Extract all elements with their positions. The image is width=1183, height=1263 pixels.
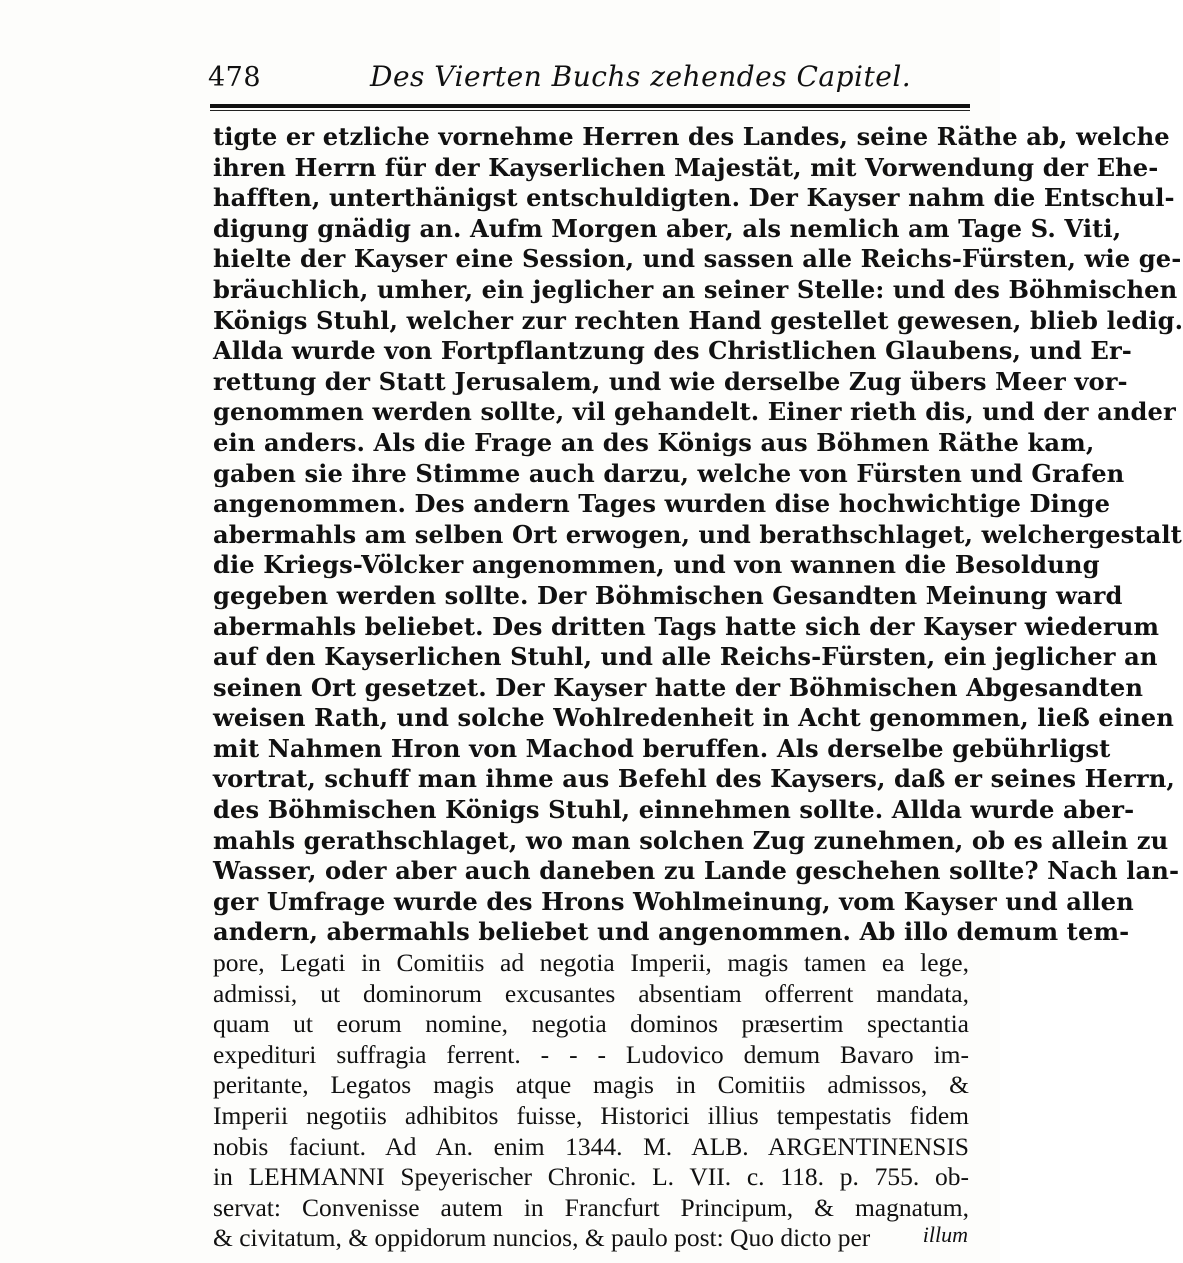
text-line: rettung der Statt Jerusalem, und wie derselbe Zug übers Meer vor- [213, 366, 1128, 396]
text-line: hielte der Kayser eine Session, und sassen alle Reichs-Fürsten, wie ge- [213, 244, 1182, 274]
text-line: die Kriegs-Völcker angenommen, und von wannen die Besoldung [213, 550, 1100, 580]
catchword: illum [922, 1222, 968, 1247]
text-line: ein anders. Als die Frage an des Königs aus Böhmen Räthe kam, [213, 427, 1095, 457]
text-line: abermahls am selben Ort erwogen, und berathschlaget, welchergestalt [213, 519, 1182, 549]
text-line: peritante, Legatos magis atque magis in Comitiis admissos, & [213, 1070, 969, 1100]
text-line: pore, Legati in Comitiis ad negotia Imperii, magis tamen ea lege, [213, 948, 969, 978]
text-line: mit Nahmen Hron von Machod beruffen. Als derselbe gebührligst [213, 733, 1111, 763]
text-line: bräuchlich, umher, ein jeglicher an seiner Stelle: und des Böhmischen [213, 274, 1178, 304]
text-line: ger Umfrage wurde des Hrons Wohlmeinung, vom Kayser und allen [213, 886, 1134, 916]
text-line: gaben sie ihre Stimme auch darzu, welche von Fürsten und Grafen [213, 458, 1125, 488]
text-line: Königs Stuhl, welcher zur rechten Hand gestellet gewesen, blieb ledig. [213, 305, 1183, 335]
text-line: digung gnädig an. Aufm Morgen aber, als nemlich am Tage S. Viti, [213, 213, 1122, 243]
text-line: mahls gerathschlaget, wo man solchen Zug zunehmen, ob es allein zu [213, 825, 1169, 855]
text-line: expedituri suffragia ferrent. - - - Ludovico demum Bavaro im- [213, 1039, 969, 1069]
text-line: gegeben werden sollte. Der Böhmischen Gesandten Meinung ward [213, 580, 1123, 610]
text-line: andern, abermahls beliebet und angenommen. Ab illo demum tem- [213, 917, 1130, 947]
text-line: Wasser, oder aber auch daneben zu Lande geschehen sollte? Nach lan- [213, 856, 1180, 886]
running-title: Des Vierten Buchs zehendes Capitel. [370, 60, 912, 93]
text-line: genommen werden sollte, vil gehandelt. Einer rieth dis, und der ander [213, 397, 1176, 427]
text-line: nobis faciunt. Ad An. enim 1344. M. ALB. ARGENTINENSIS [213, 1131, 969, 1161]
text-line: & civitatum, & oppidorum nuncios, & paulo post: Quo dicto per [213, 1223, 871, 1253]
text-line: ihren Herrn für der Kayserlichen Majestät, mit Vorwendung der Ehe- [213, 152, 1159, 182]
text-line: quam ut eorum nomine, negotia dominos præsertim spectantia [213, 1009, 969, 1039]
text-line: hafften, unterthänigst entschuldigten. Der Kayser nahm die Entschul- [213, 183, 1175, 213]
text-line: angenommen. Des andern Tages wurden dise hochwichtige Dinge [213, 489, 1111, 519]
text-line: Allda wurde von Fortpflantzung des Christlichen Glaubens, und Er- [213, 336, 1132, 366]
text-line: Imperii negotiis adhibitos fuisse, Historici illius tempestatis fidem [213, 1101, 969, 1130]
text-line: weisen Rath, und solche Wohlredenheit in Acht genommen, ließ einen [213, 703, 1174, 733]
text-line: seinen Ort gesetzet. Der Kayser hatte der Böhmischen Abgesandten [213, 672, 1144, 702]
body-text [213, 122, 1183, 1254]
text-line: in LEHMANNI Speyerischer Chronic. L. VII. c. 118. p. 755. ob- [213, 1162, 969, 1192]
text-line: des Böhmischen Königs Stuhl, einnehmen sollte. Allda wurde aber- [213, 795, 1135, 825]
text-line: servat: Convenisse autem in Francfurt Principum, & magnatum, [213, 1192, 969, 1222]
text-line: vortrat, schuff man ihme aus Befehl des Kaysers, daß er seines Herrn, [213, 764, 1175, 794]
text-line: auf den Kayserlichen Stuhl, und alle Reichs-Fürsten, ein jeglicher an [213, 642, 1158, 672]
text-line: abermahls beliebet. Des dritten Tags hatte sich der Kayser wiederum [213, 611, 1160, 641]
header-rule [210, 104, 970, 108]
header-rule-thin [210, 110, 970, 111]
page-number: 478 [208, 62, 262, 93]
text-line: tigte er etzliche vornehme Herren des Landes, seine Räthe ab, welche [213, 122, 1170, 151]
text-line: admissi, ut dominorum excusantes absentiam offerrent mandata, [213, 978, 969, 1008]
